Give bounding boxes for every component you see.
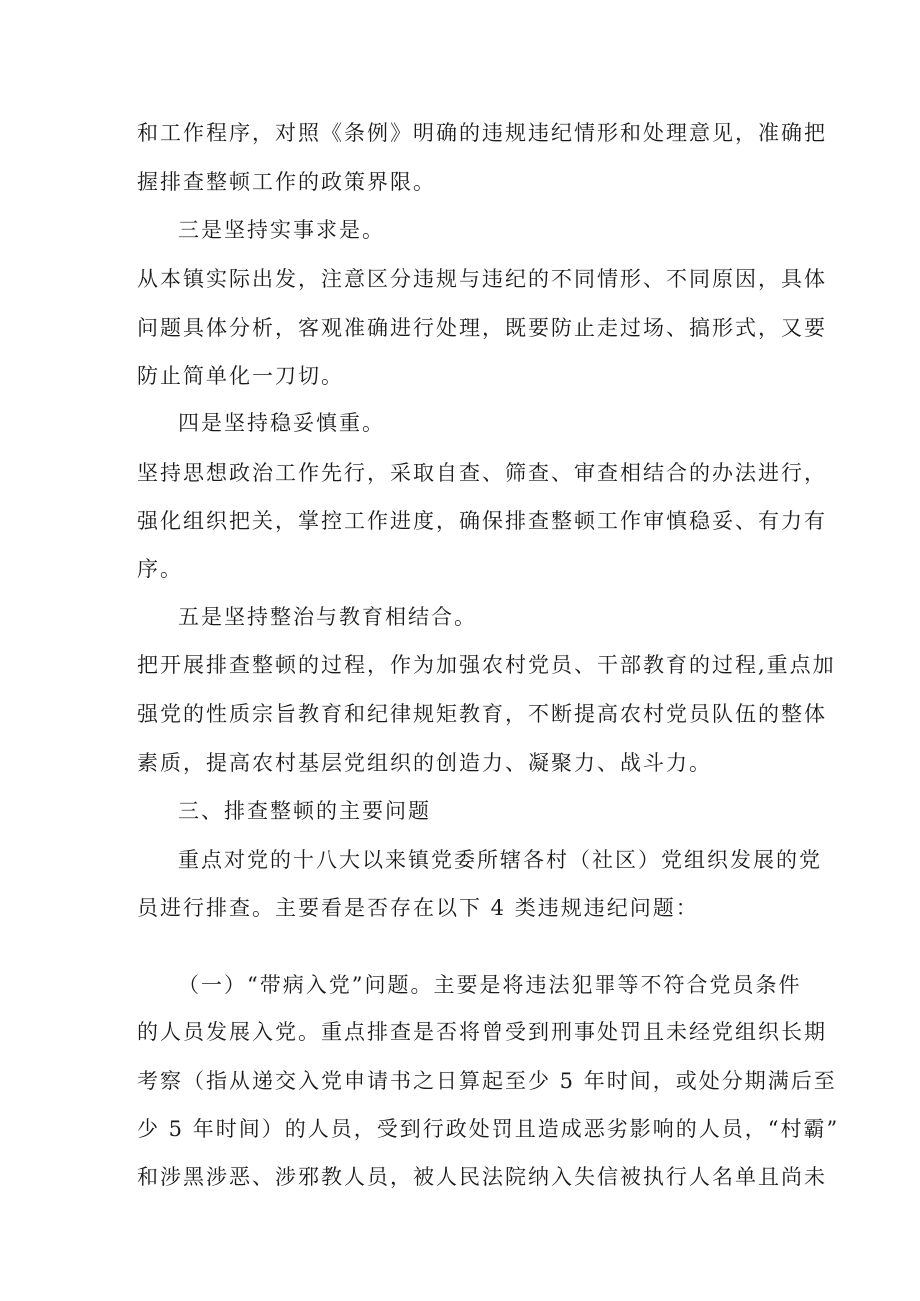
section-heading: 四是坚持稳妥慎重。 — [178, 411, 385, 435]
text-line: 从本镇实际出发，注意区分违规与违纪的不同情形、不同原因，具体 — [137, 267, 827, 291]
text-line: 素质，提高农村基层党组织的创造力、凝聚力、战斗力。 — [137, 751, 712, 775]
text-line: 考察（指从递交入党申请书之日算起至少 5 年时间，或处分期满后至 — [137, 1069, 837, 1093]
text-line: 的人员发展入党。重点排查是否将曾受到刑事处罚且未经党组织长期 — [137, 1020, 827, 1044]
text-line: 和工作程序，对照《条例》明确的违规违纪情形和处理意见，准确把 — [137, 121, 827, 145]
text-line: 坚持思想政治工作先行，采取自查、筛查、审查相结合的办法进行， — [137, 461, 827, 485]
text-line: 强党的性质宗旨教育和纪律规矩教育，不断提高农村党员队伍的整体 — [137, 702, 827, 726]
text-line: 强化组织把关，掌控工作进度，确保排查整顿工作审慎稳妥、有力有 — [137, 509, 827, 533]
text-line: 少 5 年时间）的人员，受到行政处罚且造成恶劣影响的人员，“村霸” — [137, 1117, 840, 1141]
text-line: 和涉黑涉恶、涉邪教人员，被人民法院纳入失信被执行人名单且尚未 — [137, 1165, 827, 1189]
text-line: 序。 — [137, 557, 183, 581]
text-line: 握排查整顿工作的政策界限。 — [137, 170, 436, 194]
text-line: 重点对党的十八大以来镇党委所辖各村（社区）党组织发展的党 — [178, 848, 822, 872]
section-heading: 五是坚持整治与教育相结合。 — [178, 605, 477, 629]
text-line: 问题具体分析，客观准确进行处理，既要防止走过场、搞形式，又要 — [137, 316, 827, 340]
section-heading: 三、排查整顿的主要问题 — [178, 799, 431, 823]
section-heading: 三是坚持实事求是。 — [178, 218, 385, 242]
text-line: 把开展排查整顿的过程，作为加强农村党员、干部教育的过程,重点加 — [137, 653, 836, 677]
text-line: 员进行排查。主要看是否存在以下 4 类违规违纪问题： — [137, 896, 699, 920]
text-line: 防止简单化一刀切。 — [137, 364, 344, 388]
subsection-heading: （一）“带病入党”问题。主要是将违法犯罪等不符合党员条件 — [178, 973, 802, 997]
